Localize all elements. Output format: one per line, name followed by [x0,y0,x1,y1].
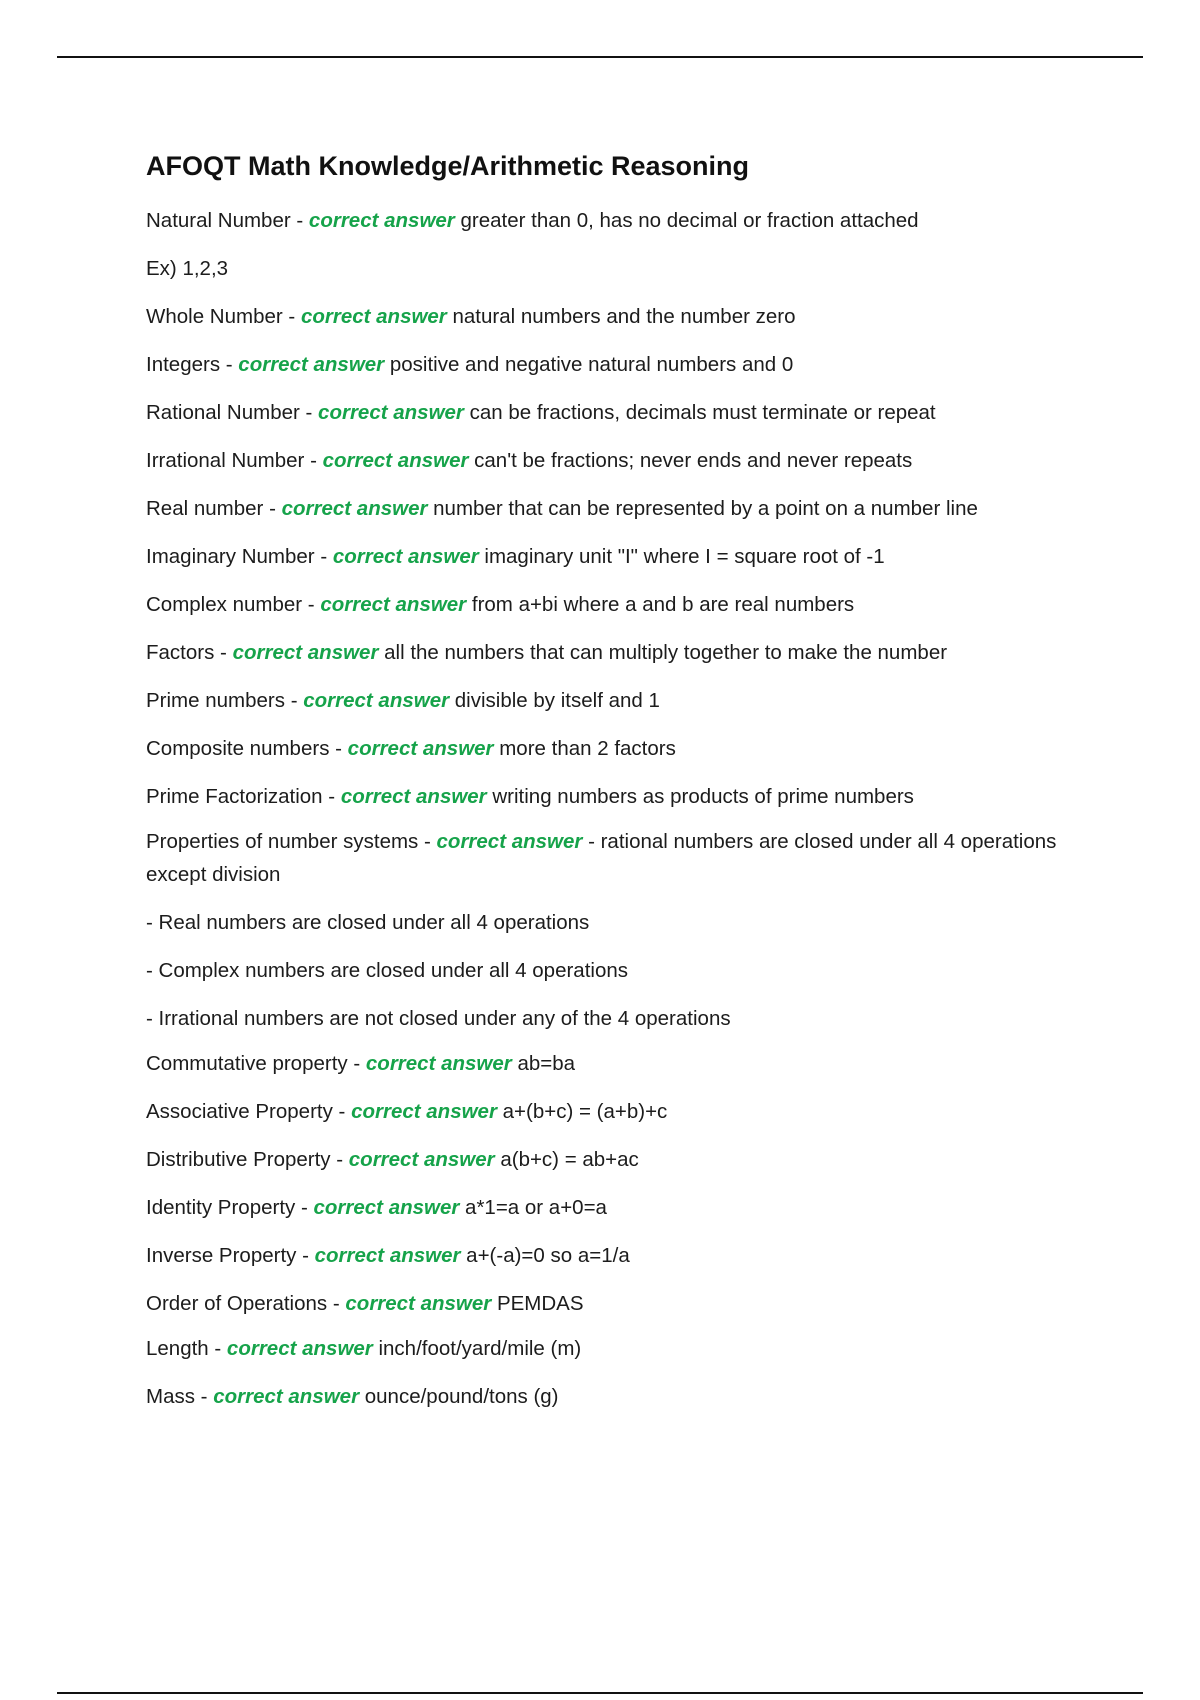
entry-separator: - [332,1100,352,1123]
flashcard-entry [146,780,1076,813]
entry-separator: - [302,593,321,616]
entry-separator: - [263,497,282,520]
header-rule [57,56,1143,58]
entry-term: Complex number [146,593,303,616]
entry-separator: - [327,1292,346,1315]
correct-answer-label: correct answer [213,1385,360,1408]
entry-definition: number that can be represented by a point on a number line [427,497,978,520]
flashcard-note [146,954,1076,987]
entry-term: Rational Number [146,401,300,424]
flashcard-entry [146,204,1076,237]
flashcard-entry [146,684,1076,717]
correct-answer-label: correct answer [313,1196,460,1219]
correct-answer-label: correct answer [351,1100,497,1123]
entry-definition: more than 2 factors [493,737,676,760]
flashcard-note [146,906,1076,939]
entry-separator: - [322,785,341,808]
flashcard-entry [146,1239,1076,1272]
entry-term: Order of Operations [146,1292,328,1315]
entry-definition: from a+bi where a and b are real numbers [466,593,855,616]
entry-separator: - [314,545,333,568]
flashcard-entry [146,1287,1076,1320]
entry-term: Mass [146,1385,195,1408]
footer-rule [57,1692,1143,1694]
entry-definition: a+(-a)=0 so a=1/a [460,1244,630,1267]
entry-term: Whole Number [146,305,283,328]
entry-separator: - [214,641,233,664]
entry-term: Associative Property [146,1100,333,1123]
entry-term: Properties of number systems [146,830,419,853]
flashcard-entry [146,348,1076,381]
correct-answer-label: correct answer [308,209,455,232]
entry-text: - Irrational numbers are not closed under any of the 4 operations [146,1007,731,1030]
entry-separator: - [290,209,309,232]
entry-separator: - [304,449,323,472]
entry-term: Prime Factorization [146,785,323,808]
correct-answer-label: correct answer [347,737,494,760]
correct-answer-label: correct answer [436,830,583,853]
entry-term: Integers [146,353,221,376]
entry-separator: - [208,1337,227,1360]
flashcard-entry [146,492,1076,525]
entry-term: Composite numbers [146,737,330,760]
correct-answer-label: correct answer [320,593,467,616]
entry-definition: a+(b+c) = (a+b)+c [496,1100,668,1123]
entry-separator: - [282,305,301,328]
entry-term: Imaginary Number [146,545,315,568]
flashcard-entry [146,636,1076,669]
flashcard-entry [146,732,1076,765]
flashcard-entry [146,300,1076,333]
entry-term: Prime numbers [146,689,285,712]
flashcard-entry [146,444,1076,477]
entry-separator: - [347,1052,366,1075]
entry-separator: - [285,689,304,712]
entry-definition: all the numbers that can multiply together to make the number [378,641,948,664]
entry-definition: PEMDAS [491,1292,584,1315]
entry-term: Natural Number [146,209,291,232]
entry-separator: - [418,830,437,853]
correct-answer-label: correct answer [303,689,450,712]
correct-answer-label: correct answer [365,1052,512,1075]
entry-definition: writing numbers as products of prime numbers [486,785,914,808]
entry-definition: ab=ba [511,1052,576,1075]
entry-separator: - [220,353,239,376]
correct-answer-label: correct answer [345,1292,492,1315]
correct-answer-label: correct answer [232,641,379,664]
entry-definition: natural numbers and the number zero [446,305,796,328]
entry-text: Ex) 1,2,3 [146,257,229,280]
entry-definition: - rational numbers are closed under all 4 operations except division [146,830,1057,886]
entry-text: - Real numbers are closed under all 4 operations [146,911,590,934]
flashcard-entry [146,1095,1076,1128]
correct-answer-label: correct answer [226,1337,373,1360]
entry-definition: imaginary unit "I" where I = square root of -1 [478,545,885,568]
flashcard-entry [146,1191,1076,1224]
flashcard-note [146,1002,1076,1035]
flashcard-entry [146,588,1076,621]
correct-answer-label: correct answer [281,497,428,520]
correct-answer-label: correct answer [348,1148,495,1171]
entry-term: Real number [146,497,264,520]
entry-definition: greater than 0, has no decimal or fraction attached [454,209,919,232]
flashcard-entry [146,825,1076,891]
entry-definition: divisible by itself and 1 [449,689,660,712]
correct-answer-label: correct answer [318,401,464,424]
entry-text: - Complex numbers are closed under all 4 operations [146,959,629,982]
entry-term: Inverse Property [146,1244,297,1267]
entry-definition: inch/foot/yard/mile (m) [372,1337,582,1360]
entry-definition: a*1=a or a+0=a [459,1196,607,1219]
entry-definition: can be fractions, decimals must terminate or repeat [463,401,936,424]
flashcard-entry [146,1332,1076,1365]
correct-answer-label: correct answer [300,305,447,328]
entry-definition: a(b+c) = ab+ac [494,1148,639,1171]
flashcard-entry [146,1143,1076,1176]
document-body [146,146,1076,1428]
entry-separator: - [296,1244,315,1267]
correct-answer-label: correct answer [340,785,487,808]
flashcard-note [146,252,1076,285]
correct-answer-label: correct answer [314,1244,461,1267]
entry-definition: ounce/pound/tons (g) [359,1385,559,1408]
correct-answer-label: correct answer [322,449,469,472]
entry-definition: can't be fractions; never ends and never repeats [468,449,913,472]
flashcard-entry [146,1380,1076,1413]
correct-answer-label: correct answer [332,545,479,568]
entry-term: Length [146,1337,209,1360]
document-title: AFOQT Math Knowledge/Arithmetic Reasoning [146,151,750,181]
correct-answer-label: correct answer [238,353,385,376]
entry-term: Factors [146,641,215,664]
entry-term: Commutative property [146,1052,348,1075]
flashcard-entry [146,1047,1076,1080]
entry-separator: - [330,1148,349,1171]
entry-separator: - [299,401,319,424]
flashcard-entry [146,396,1076,429]
entry-term: Identity Property [146,1196,296,1219]
entry-separator: - [194,1385,214,1408]
entry-separator: - [295,1196,314,1219]
entry-term: Distributive Property [146,1148,331,1171]
flashcard-entry [146,540,1076,573]
entry-term: Irrational Number [146,449,305,472]
entry-separator: - [329,737,348,760]
entry-definition: positive and negative natural numbers and 0 [384,353,794,376]
